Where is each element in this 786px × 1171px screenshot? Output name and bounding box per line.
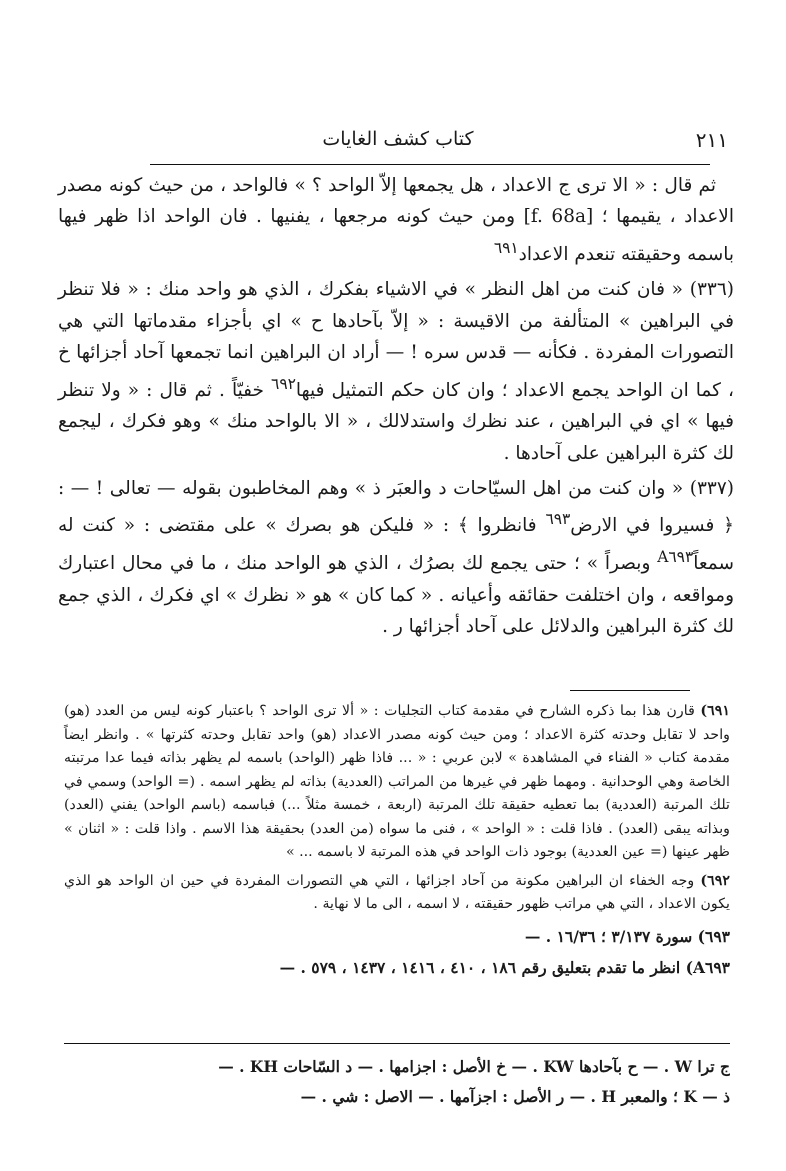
footnotes: [64, 700, 730, 985]
footnote-ref-693: ٦٩٣: [545, 510, 571, 529]
page-header: [68, 126, 728, 156]
paragraph-336-text: « فان كنت من اهل النظر » في الاشياء بفكرك ، الذي هو واحد منك : « فلا تنظر في البراهين » المتألفة من الاقيسة : « إلاّ بآحادها ح » اي بأجزاء مقدماتها التي هي التصورات المفردة . فكأنه — قدس سره ! — أراد ان البراهين انما تجمعها آحاد أجزائها خ ، كما ان الواحد يجمع الاعداد ؛ وان كان حكم التمثيل فيها: [58, 279, 734, 401]
footnote-separator: [570, 690, 690, 691]
footnote-692-number: ٦٩٢): [700, 872, 730, 889]
critical-apparatus: [64, 1052, 730, 1112]
footnote-691: [64, 700, 730, 865]
footnote-693: ٦٩٣) سورة ٣/١٣٧ ؛ ١٦/٣٦ . —: [524, 926, 730, 946]
footnote-ref-692: ٦٩٢: [271, 374, 296, 393]
apparatus-line-1: ج ترا W . — ح بآحادها KW . — خ الأصل : اجزامها . — د السّاحات KH . —: [218, 1057, 730, 1076]
paragraph-number-337: (٣٣٧): [689, 477, 734, 499]
footnote-692: [64, 870, 730, 917]
footnote-ref-691: ٦٩١: [493, 238, 519, 257]
footnote-691-number: ٦٩١): [700, 703, 730, 719]
paragraph-337-text: « وان كنت من اهل السيّاحات د والعبَر ذ » وهم المخاطبون بقوله — تعالى ! — : ﴿ فسيروا في الارض: [58, 477, 734, 537]
paragraph-337: [58, 473, 734, 642]
footnote-693a: A٦٩٣) انظر ما تقدم بتعليق رقم ١٨٦ ، ٤١٠ ، ١٤١٦ ، ١٤٣٧ ، ٥٧٩ . —: [279, 958, 730, 977]
main-text: [58, 170, 734, 646]
apparatus-line-2: ذ — K ؛ والمعبر H . — ر الأصل : اجزآمها . — الاصل : شي . —: [300, 1087, 730, 1106]
footnote-691-text: قارن هذا بما ذكره الشارح في مقدمة كتاب التجليات : « ألا ترى الواحد ؟ باعتبار كونه ليس من العدد (هو) واحد لا تقابل وحدته كثرة الاعداد ؛ ومن حيث كونه مصدر الاعداد (هو) واحد تقابل وحدته كثرتها » . وانظر ايضاً مقدمة كتاب « الفناء في المشاهدة » لابن عربي : « ... فاذا ظهر (الواحد) باسمه لم يظهر بذاته فيما عدا مرتبته الخاصة وهي الوحدانية . ومهما ظهر في غيرها من المراتب (العددية) بذاته لم يظهر اسمه . (= الواحد) وسمي في تلك المرتبة (العددية) بما تعطيه حقيقة تلك المرتبة (اربعة ، خمسة مثلاً ...) فباسمه (باسم الواحد) يفني (العدد) وبذاته يبقى (العدد) . فاذا قلت : « الواحد » ، فنى ما سواه (من العدد) بحقيقة هذا الاسم . واذا قلت : « اثنان » ظهر عينها (= عين العددية) بوجود ذات الواحد في هذه المرتبة لا باسمه ... »: [64, 703, 730, 860]
page-number: ٢١١: [695, 128, 728, 152]
intro-text: ثم قال : « الا ترى ج الاعداد ، هل يجمعها إلاّ الواحد ؟ » فالواحد ، من حيث كونه مصدر الاعداد ، يقيمها ؛ [f. 68a] ومن حيث كونه مرجعها ، يفنيها . فان الواحد اذا ظهر فيها باسمه وحقيقته تنعدم الاعداد: [58, 175, 734, 265]
footnote-ref-693a: A٦٩٣: [657, 547, 694, 566]
paragraph-337-text-3: وبصراً » ؛ حتى يجمع لك بصرُك ، الذي هو الواحد منك ، ما في محال اعتبارك ومواقعه ، وان اختلفت حقائقه وأعيانه . « كما كان » هو « نظرك » اي فكرك ، الذي جمع لك كثرة البراهين والدلائل على آحاد أجزائها ر .: [58, 553, 734, 637]
paragraph-337-text-2: فانظروا ﴾ : « فليكن هو بصرك » على مقتضى : « كنت له سمعاً: [58, 515, 734, 575]
running-title: كتاب كشف الغايات: [322, 128, 474, 150]
apparatus-rule: [64, 1043, 730, 1044]
paragraph-336-text-2: خفيّاً . ثم قال : « ولا تنظر فيها » اي في البراهين ، عند نظرك واستدلالك ، « الا بالواحد منك » وهو فكرك ، ليجمع لك كثرة البراهين على آحادها .: [58, 379, 734, 464]
paragraph-number-336: (٣٣٦): [689, 279, 734, 301]
paragraph-336: [58, 274, 734, 469]
footnote-692-text: وجه الخفاء ان البراهين مكونة من آحاد اجزائها ، التي هي التصورات المفردة في حين ان الواحد هو الذي يكون الاعداد ، التي هي مراتب ظهور حقيقته ، لا اسمه ، الى ما لا نهاية .: [64, 872, 730, 912]
header-rule: [150, 164, 710, 165]
paragraph-intro: [58, 170, 734, 270]
